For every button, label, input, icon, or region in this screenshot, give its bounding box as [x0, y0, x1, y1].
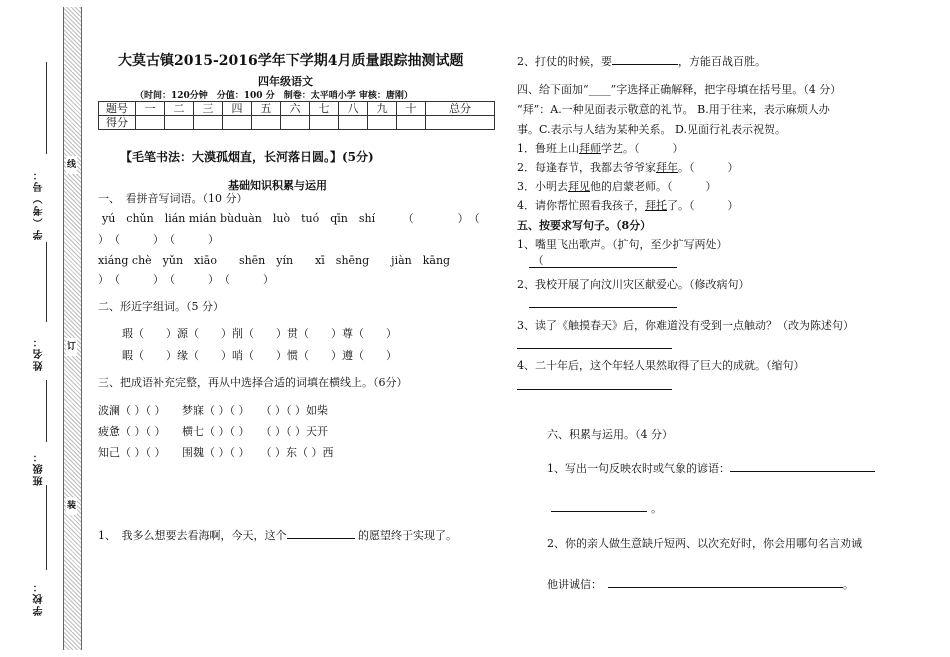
- q5-item-3: 3、读了《触摸春天》后，你难道没有受到一点触动？（改为陈述句）: [517, 319, 854, 332]
- score-header-cell: 六: [281, 102, 310, 116]
- q4-item-text: 。（ ）: [678, 161, 739, 174]
- q6-item-2-text: 他讲诚信：: [547, 578, 602, 591]
- q4-item-text: 他的启蒙老师。（ ）: [590, 180, 717, 193]
- q6-item-1-blank-2[interactable]: [551, 500, 647, 512]
- q4-item-text: 3．小明去: [517, 180, 568, 193]
- seal-label-fold: 装: [66, 497, 77, 515]
- score-header-cell: 九: [368, 102, 397, 116]
- q6-item-2-blank[interactable]: [608, 576, 843, 588]
- score-cell[interactable]: [252, 116, 281, 130]
- school-blank[interactable]: [46, 485, 47, 570]
- q4-item-text: 4．请你帮忙照看我孩子，: [517, 199, 645, 212]
- score-header-cell: 总分: [426, 102, 495, 116]
- q4-item[interactable]: [517, 197, 739, 213]
- q6-title: 六、积累与运用。（4 分）: [547, 428, 673, 441]
- section-title: 基础知识积累与运用: [228, 179, 327, 192]
- calligraphy-task: 【毛笔书法：大漠孤烟直，长河落日圆。】(5分): [120, 150, 374, 164]
- q3-sentence-2-start: 2、打仗的时候，要: [517, 55, 612, 68]
- score-header-cell: 四: [223, 102, 252, 116]
- exam-number-label: 学（考）号：: [34, 168, 45, 240]
- exam-number-blank[interactable]: [46, 62, 47, 154]
- score-cell[interactable]: [426, 116, 495, 130]
- binding-strip: [63, 7, 82, 650]
- score-header-cell: 二: [165, 102, 194, 116]
- q3-sentence-2: [517, 53, 766, 69]
- score-value-row: [99, 116, 495, 130]
- q6-item-2-cont: [547, 576, 854, 592]
- q3-idiom-line-2[interactable]: 疲惫（ ）（ ） 横七（ ）（ ） （ ）（ ）天开: [98, 425, 328, 438]
- q3-idiom-line-1[interactable]: 波澜（ ）（ ） 梦寐（ ）（ ） （ ）（ ）如柴: [98, 404, 328, 417]
- score-table: [98, 101, 495, 130]
- q1-answer-line-2[interactable]: ） （ ） （ ） （ ）: [98, 273, 274, 286]
- q4-definition-2: 事。C.表示与人结为某种关系。 D.见面行礼表示祝贺。: [517, 123, 786, 136]
- score-header-cell: 十: [397, 102, 426, 116]
- q3-title: 三、把成语补充完整，再从中选择合适的词填在横线上。（6分）: [98, 376, 408, 389]
- q3-sentence-1-blank[interactable]: [287, 527, 355, 539]
- q4-title: 四、给下面加“____”字选择正确解释，把字母填在括号里。（4 分）: [517, 83, 842, 96]
- q3-sentence-1-start: 1、 我多么想要去看海啊，今天，这个: [98, 529, 287, 542]
- q4-definition-1: “拜”：A.一种见面表示敬意的礼节。 B.用于往来，表示麻烦人办: [517, 103, 830, 116]
- q4-item[interactable]: [517, 178, 717, 194]
- q6-item-1-end: 。: [651, 502, 662, 515]
- q4-item-target: 拜托: [645, 199, 667, 212]
- exam-meta: （时间：120分钟 分值：100 分 制卷：太平哨小学 审核：唐刚）: [135, 91, 413, 101]
- name-label: 姓名：: [34, 335, 45, 371]
- q4-item-text: 学艺。（ ）: [601, 142, 684, 155]
- q2-line-2[interactable]: 暇（ ）缘（ ）哨（ ）惯（ ）遵（ ）: [122, 349, 397, 362]
- q5-item-4: 4、二十年后，这个年轻人果然取得了巨大的成就。（缩句）: [517, 359, 805, 372]
- q5-answer-line-1[interactable]: [529, 267, 677, 268]
- q3-sentence-1: [98, 527, 457, 543]
- q3-idiom-line-3[interactable]: 知己（ ）（ ） 围魏（ ）（ ） （ ）东（ ）西: [98, 446, 334, 459]
- q4-item-text: 1．鲁班上山: [517, 142, 579, 155]
- score-header-cell: 八: [339, 102, 368, 116]
- q6-item-1-text: 1、写出一句反映农时或气象的谚语：: [547, 462, 730, 475]
- score-row-label: 得分: [99, 116, 136, 130]
- q1-pinyin-line-1: yú chǔn lián mián bùduàn luò tuó qīn shí （ ） （: [102, 212, 480, 225]
- q4-item-target: 拜见: [568, 180, 590, 193]
- seal-label-bind: 订: [66, 338, 77, 356]
- subject-title: 四年级语文: [258, 75, 313, 88]
- score-header-row: [99, 102, 495, 116]
- score-cell[interactable]: [310, 116, 339, 130]
- q4-item[interactable]: [517, 140, 684, 156]
- score-header-cell: 七: [310, 102, 339, 116]
- score-cell[interactable]: [281, 116, 310, 130]
- page-title: 大莫古镇2015-2016学年下学期4月质量跟踪抽测试题: [118, 53, 464, 69]
- q6-item-2-end: 。: [843, 578, 854, 591]
- name-blank[interactable]: [46, 242, 47, 322]
- q6-item-1-blank[interactable]: [730, 460, 875, 472]
- score-cell[interactable]: [223, 116, 252, 130]
- score-header-cell: 三: [194, 102, 223, 116]
- q5-item-2: 2、我校开展了向汶川灾区献爱心。（修改病句）: [517, 278, 750, 291]
- score-cell[interactable]: [194, 116, 223, 130]
- q3-sentence-2-blank[interactable]: [612, 53, 678, 65]
- class-label: 班级：: [34, 450, 45, 486]
- q4-item-target: 拜年: [656, 161, 678, 174]
- seal-label-line: 线: [66, 156, 77, 174]
- score-cell[interactable]: [368, 116, 397, 130]
- score-header-cell: 五: [252, 102, 281, 116]
- q3-sentence-1-end: 的愿望终于实现了。: [358, 529, 457, 542]
- score-cell[interactable]: [165, 116, 194, 130]
- score-cell[interactable]: [397, 116, 426, 130]
- q2-title: 二、形近字组词。（5 分）: [98, 300, 224, 313]
- q1-title: 一、 看拼音写词语。（10 分）: [98, 192, 248, 205]
- q1-pinyin-line-2: xiáng chè yǔn xiāo shēn yín xī shēng jiàn kāng （: [98, 254, 544, 267]
- q2-line-1[interactable]: 瑕（ ）源（ ）削（ ）贯（ ）尊（ ）: [122, 327, 397, 340]
- q5-title: 五、按要求写句子。（8分）: [517, 219, 652, 232]
- score-cell[interactable]: [339, 116, 368, 130]
- q4-item-text: 了。（ ）: [667, 199, 739, 212]
- q6-item-1: [547, 460, 875, 476]
- q4-item-target: 拜师: [579, 142, 601, 155]
- q6-item-2: 2、你的亲人做生意缺斤短两、以次充好时，你会用哪句名言劝诫: [547, 537, 862, 550]
- q1-answer-line-1[interactable]: ） （ ） （ ）: [98, 233, 219, 246]
- q3-sentence-2-end: ，方能百战百胜。: [678, 55, 766, 68]
- school-label: 学校：: [34, 580, 45, 616]
- q5-item-1: 1、嘴里飞出歌声。（扩句，至少扩写两处）: [517, 238, 728, 251]
- q4-item[interactable]: [517, 159, 739, 175]
- q6-item-1-cont: [551, 500, 662, 516]
- score-cell[interactable]: [136, 116, 165, 130]
- q5-answer-line-2[interactable]: [529, 307, 677, 308]
- class-blank[interactable]: [46, 380, 47, 442]
- q4-item-text: 2．每逢春节，我都去爷爷家: [517, 161, 656, 174]
- score-header-cell: 题号: [99, 102, 136, 116]
- q5-answer-line-3[interactable]: [517, 348, 672, 349]
- q5-answer-line-4[interactable]: [517, 389, 672, 390]
- score-header-cell: 一: [136, 102, 165, 116]
